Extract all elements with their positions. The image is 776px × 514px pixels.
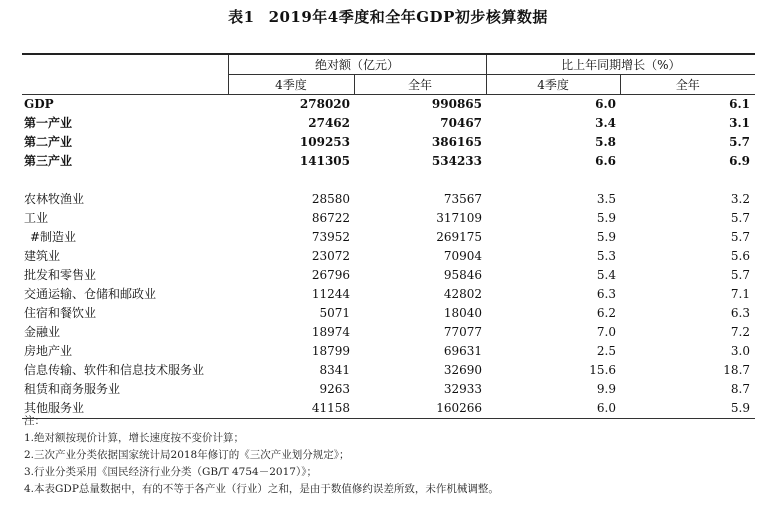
year-growth: 5.7: [730, 211, 751, 225]
year-growth: 5.9: [620, 399, 755, 419]
year-growth: 6.3: [730, 306, 751, 320]
q4-growth: 2.5: [596, 344, 617, 358]
note-line: 4.本表GDP总量数据中，有的不等于各产业（行业）之和，是由于数值修约误差所致，未作机械调整。: [24, 483, 499, 495]
year-absolute: 77077: [443, 325, 483, 339]
table-row: [22, 190, 755, 209]
table-title-text: 2019年4季度和全年GDP初步核算数据: [268, 8, 548, 26]
note-line: 3.行业分类采用《国民经济行业分类（GB/T 4754－2017）》；: [24, 466, 317, 478]
row-name: 建筑业: [24, 249, 61, 263]
year-absolute: 70467: [440, 116, 483, 130]
table-row: [22, 304, 755, 323]
table-row: [22, 228, 755, 247]
year-growth: 3.2: [730, 192, 751, 206]
row-name: 农林牧渔业: [24, 192, 85, 206]
year-growth: 3.0: [730, 344, 751, 358]
q4-growth: 3.4: [595, 116, 617, 130]
year-growth: 5.7: [730, 230, 751, 244]
row-name: GDP: [24, 97, 54, 111]
row-name: 房地产业: [24, 344, 73, 358]
header-row-groups: [22, 54, 755, 75]
q4-absolute: 27462: [308, 116, 350, 130]
q4-absolute: 9263: [319, 382, 350, 396]
q4-absolute: 5071: [319, 306, 350, 320]
row-name: 批发和零售业: [24, 268, 97, 282]
row-name: 其他服务业: [22, 399, 228, 419]
year-absolute: 990865: [431, 97, 483, 111]
row-name: 交通运输、仓储和邮政业: [24, 287, 157, 301]
year-growth: 7.1: [730, 287, 751, 301]
q4-absolute: 8341: [319, 363, 350, 377]
table-row: [22, 380, 755, 399]
q4-absolute: 28580: [311, 192, 350, 206]
q4-absolute: 141305: [299, 154, 350, 168]
year-growth: 3.1: [729, 116, 751, 130]
q4-absolute: 278020: [299, 97, 350, 111]
header-year-growth: 全年: [620, 75, 755, 95]
spacer-row: [22, 171, 755, 190]
row-name: #制造业: [30, 230, 77, 244]
year-absolute: 534233: [431, 154, 483, 168]
header-growth: 比上年同期增长（%）: [486, 54, 755, 75]
year-absolute: 32933: [443, 382, 483, 396]
q4-growth: 5.9: [596, 230, 617, 244]
table-notes: [24, 413, 499, 498]
table-row: [22, 323, 755, 342]
row-name: 信息传输、软件和信息技术服务业: [24, 363, 205, 377]
table-row: [22, 247, 755, 266]
header-blank: [22, 54, 228, 95]
q4-growth: 5.9: [596, 211, 617, 225]
note-line: 2.三次产业分类依据国家统计局2018年修订的《三次产业划分规定》；: [24, 449, 350, 461]
q4-growth: 7.0: [596, 325, 617, 339]
year-absolute: 18040: [443, 306, 483, 320]
notes-heading: 注：: [24, 415, 45, 427]
q4-growth: 5.3: [596, 249, 617, 263]
q4-absolute: 41158: [228, 399, 354, 419]
q4-growth: 15.6: [589, 363, 617, 377]
q4-absolute: 73952: [311, 230, 350, 244]
row-name: 住宿和餐饮业: [24, 306, 97, 320]
q4-absolute: 109253: [299, 135, 350, 149]
q4-absolute: 11244: [311, 287, 350, 301]
q4-growth: 6.2: [596, 306, 617, 320]
table-row: [22, 133, 755, 152]
row-name: 租赁和商务服务业: [24, 382, 121, 396]
q4-growth: 5.8: [595, 135, 617, 149]
q4-growth: 6.0: [595, 97, 617, 111]
table-row: [22, 285, 755, 304]
year-growth: 18.7: [723, 363, 751, 377]
table-row: [22, 342, 755, 361]
table-label: 表1: [228, 8, 255, 26]
year-growth: 5.7: [729, 135, 751, 149]
header-q4-abs: 4季度: [228, 75, 354, 95]
q4-growth: 6.3: [596, 287, 617, 301]
q4-growth: 6.0: [486, 399, 620, 419]
q4-growth: 6.6: [595, 154, 617, 168]
row-name: 第三产业: [24, 154, 73, 168]
year-absolute: 386165: [431, 135, 483, 149]
q4-absolute: 23072: [311, 249, 350, 263]
year-growth: 6.9: [729, 154, 751, 168]
q4-growth: 9.9: [596, 382, 617, 396]
q4-growth: 3.5: [596, 192, 617, 206]
q4-absolute: 18974: [311, 325, 350, 339]
q4-absolute: 86722: [311, 211, 350, 225]
table-title: [0, 6, 776, 27]
year-absolute: 73567: [443, 192, 483, 206]
year-absolute: 42802: [443, 287, 483, 301]
row-name: 金融业: [24, 325, 61, 339]
year-absolute: 95846: [443, 268, 483, 282]
year-absolute: 32690: [443, 363, 483, 377]
year-growth: 5.6: [730, 249, 751, 263]
table-body: [22, 95, 755, 419]
year-growth: 5.7: [730, 268, 751, 282]
note-line: 1.绝对额按现价计算，增长速度按不变价计算；: [24, 432, 245, 444]
gdp-table: [22, 53, 755, 419]
table-row: [22, 266, 755, 285]
header-q4-growth: 4季度: [486, 75, 620, 95]
q4-absolute: 26796: [311, 268, 350, 282]
year-absolute: 69631: [443, 344, 483, 358]
year-growth: 8.7: [730, 382, 751, 396]
year-absolute: 317109: [436, 211, 483, 225]
q4-growth: 5.4: [596, 268, 617, 282]
year-absolute: 70904: [443, 249, 483, 263]
row-name: 第二产业: [24, 135, 73, 149]
header-absolute: 绝对额（亿元）: [228, 54, 486, 75]
row-name: 工业: [24, 211, 49, 225]
header-year-abs: 全年: [354, 75, 486, 95]
table-row: [22, 361, 755, 380]
year-absolute: 160266: [354, 399, 486, 419]
table-row: [22, 152, 755, 171]
table-row: [22, 95, 755, 115]
q4-absolute: 18799: [311, 344, 350, 358]
table-row: [22, 114, 755, 133]
year-growth: 6.1: [729, 97, 751, 111]
year-absolute: 269175: [436, 230, 483, 244]
year-growth: 7.2: [730, 325, 751, 339]
table-row: [22, 209, 755, 228]
row-name: 第一产业: [24, 116, 73, 130]
